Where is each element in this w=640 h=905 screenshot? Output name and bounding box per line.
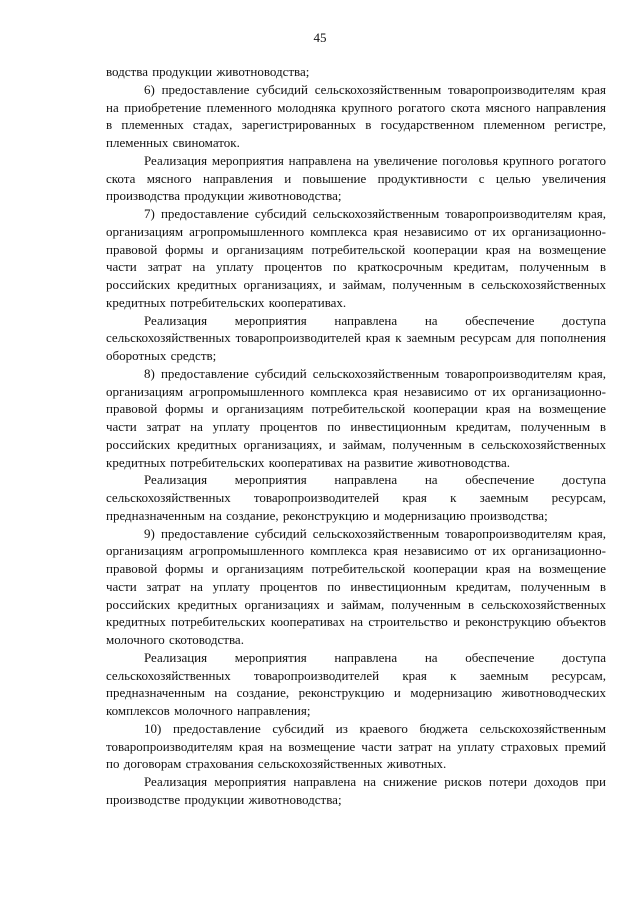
paragraph: Реализация мероприятия направлена на обеспечение доступа сельскохозяйственных товаропроизводителей края к заемным ресурсам, предназначенным на создание, реконструкцию и модернизацию животноводческих комплексов молочного направления; (106, 649, 606, 718)
paragraph: 9) предоставление субсидий сельскохозяйственным товаропроизводителям края, организациям агропромышленного комплекса края независимо от их организационно-правовой формы и организациям потребительской кооперации края на возмещение части затрат на уплату процентов по инвестиционным кредитам, полученным в российских кредитных организациях и займам, полученным в сельскохозяйственных кредитных потребительских кооперативах на строительство и реконструкцию объектов молочного скотоводства. (106, 525, 606, 647)
paragraph: Реализация мероприятия направлена на обеспечение доступа сельскохозяйственных товаропроизводителей края к заемным ресурсам для пополнения оборотных средств; (106, 312, 606, 363)
paragraph: 6) предоставление субсидий сельскохозяйственным товаропроизводителям края на приобретение племенного молодняка крупного рогатого скота мясного направления в племенных стадах, зарегистрированных в государственном племенном регистре, племенных свиноматок. (106, 81, 606, 150)
paragraph: Реализация мероприятия направлена на обеспечение доступа сельскохозяйственных товаропроизводителей края к заемным ресурсам, предназначенным на создание, реконструкцию и модернизацию производства; (106, 472, 606, 523)
paragraph: 10) предоставление субсидий из краевого бюджета сельскохозяйственным товаропроизводителям края на возмещение части затрат на уплату страховых премий по договорам страхования сельскохозяйственных животных. (106, 720, 606, 772)
page-number: 45 (313, 30, 327, 45)
document-body (106, 63, 606, 809)
paragraph: 7) предоставление субсидий сельскохозяйственным товаропроизводителям края, организациям агропромышленного комплекса края независимо от их организационно-правовой формы и организациям потребительской кооперации края на возмещение части затрат на уплату процентов по краткосрочным кредитам, полученным в российских кредитных организациях, и займам, полученным в сельскохозяйственных кредитных потребительских кооперативах. (106, 206, 606, 310)
paragraph: 8) предоставление субсидий сельскохозяйственным товаропроизводителям края, организациям агропромышленного комплекса края независимо от их организационно-правовой формы и организациям потребительской кооперации края на возмещение части затрат на уплату процентов по инвестиционным кредитам, полученным в российских кредитных организациях, и займам, полученным в сельскохозяйственных кредитных потребительских кооперативах на развитие животноводства. (106, 365, 606, 470)
paragraph: водства продукции животноводства; (106, 64, 310, 79)
paragraph: Реализация мероприятия направлена на снижение рисков потери доходов при производстве продукции животноводства; (106, 774, 606, 807)
paragraph: Реализация мероприятия направлена на увеличение поголовья крупного рогатого скота мясного направления и повышение продуктивности с целью увеличения производства продукции животноводства; (106, 152, 606, 204)
